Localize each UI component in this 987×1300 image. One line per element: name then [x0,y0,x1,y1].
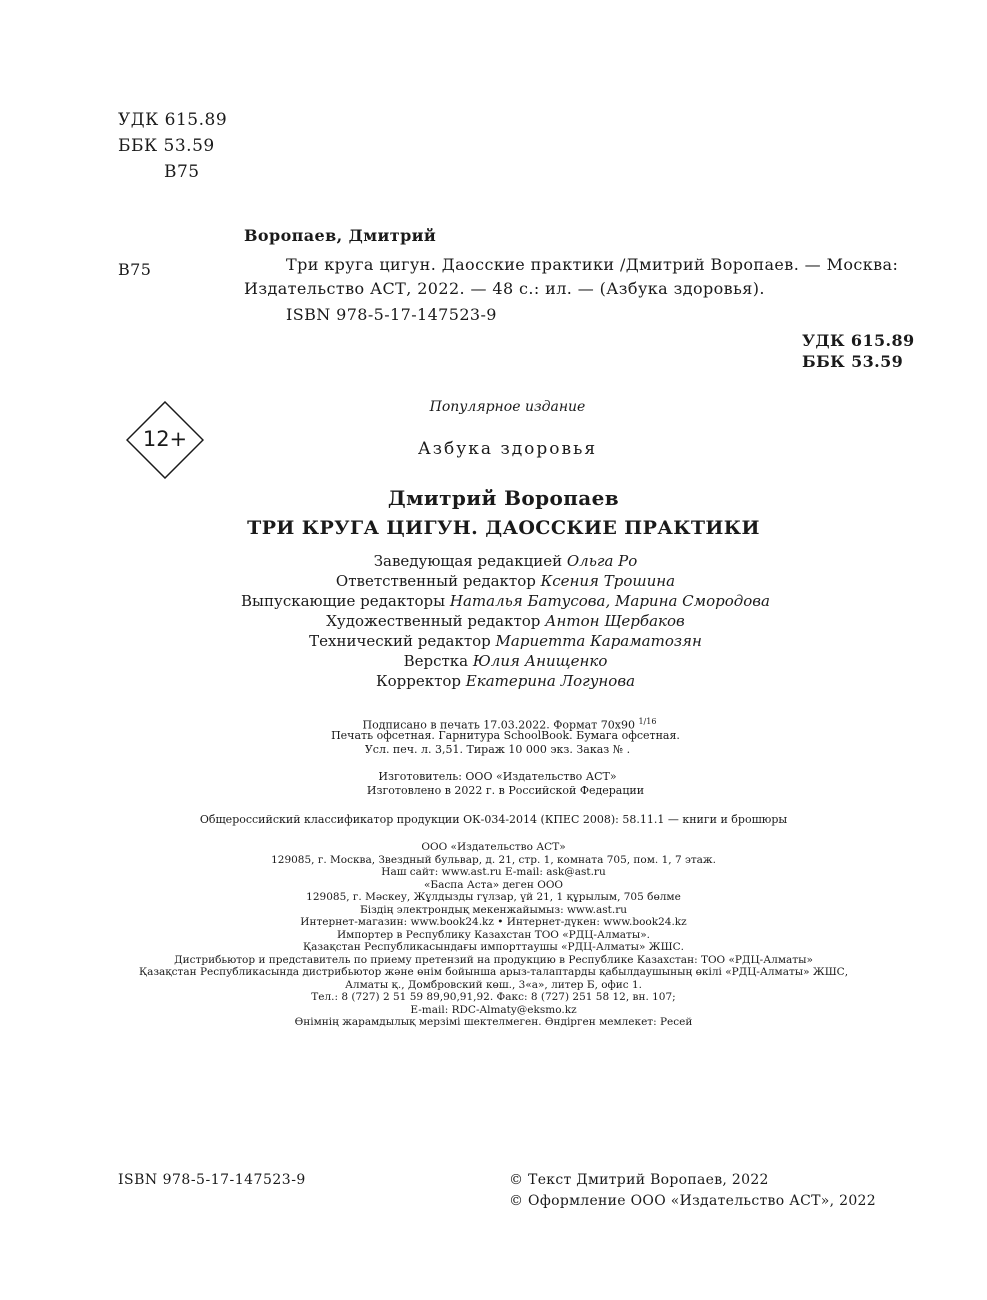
credit-line: Технический редактор Мариетта Караматозян [309,632,702,650]
publisher-line: Қазақстан Республикасында дистрибьютор және өнім бойынша арыз-талаптарды қабылдаушының өкілі «РДЦ-Алматы» ЖШС, [138,966,849,978]
publisher-line: 129085, г. Мәскеу, Жұлдызды гүлзар, үй 21, 1 құрылым, 705 бөлме [306,891,681,903]
age-rating-label: 12+ [142,427,188,451]
publisher-line: Өнімнің жарамдылық мерзімі шектелмеген. Өндірген мемлекет: Ресей [294,1016,693,1028]
biblio-bbk: ББК 53.59 [802,352,904,371]
publisher-line: ООО «Издательство АСТ» [421,841,566,853]
print-info-line-2: Печать офсетная. Гарнитура SchoolBook. Бумага офсетная. [331,729,680,742]
credit-line: Художественный редактор Антон Щербаков [326,612,685,630]
biblio-author-mark: В75 [118,260,152,279]
credit-line: Выпускающие редакторы Наталья Батусова, Марина Смородова [241,592,770,610]
credit-line: Заведующая редакцией Ольга Ро [373,552,638,570]
copyright-design: © Оформление ООО «Издательство АСТ», 2022 [509,1193,876,1209]
book-author: Дмитрий Воропаев [387,486,620,510]
print-info-line-1: Подписано в печать 17.03.2022. Формат 70х90 $^{1/16}$ [362,717,657,732]
biblio-author: Воропаев, Дмитрий [244,226,437,245]
publisher-line: Алматы қ., Домбровский көш., 3«а», литер Б, офис 1. [344,978,643,991]
bbk-code: ББК 53.59 [118,136,215,156]
copyright-text: © Текст Дмитрий Воропаев, 2022 [509,1172,769,1188]
publisher-line: Біздің электрондық мекенжайымыз: www.ast.ru [360,903,627,916]
book-title: ТРИ КРУГА ЦИГУН. ДАОССКИЕ ПРАКТИКИ [247,517,760,539]
author-mark-code: В75 [164,162,200,182]
biblio-udk: УДК 615.89 [802,331,915,350]
publisher-line: Импортер в Республику Казахстан ТОО «РДЦ-Алматы». [337,928,650,941]
publisher-line: Интернет-магазин: www.book24.kz • Интернет-дүкен: www.book24.kz [300,916,687,928]
credit-line: Ответственный редактор Ксения Трошина [335,572,676,590]
footer-isbn: ISBN 978-5-17-147523-9 [118,1172,306,1188]
credit-line: Верстка Юлия Анищенко [403,652,608,670]
credits-list [0,551,987,691]
publisher-line: Дистрибьютор и представитель по приему претензий на продукцию в Республике Казахстан: ТОО «РДЦ-Алматы» [174,953,813,966]
edition-type: Популярное издание [429,399,586,415]
manufacturer-line-2: Изготовлено в 2022 г. в Российской Федерации [366,784,645,797]
manufacturer-line-1: Изготовитель: ООО «Издательство АСТ» [378,770,617,783]
publisher-line: Қазақстан Республикасындағы импорттаушы «РДЦ-Алматы» ЖШС. [303,941,684,953]
credit-line: Корректор Екатерина Логунова [375,672,636,690]
biblio-line-1: Три круга цигун. Даосские практики /Дмитрий Воропаев. — Москва: [286,255,899,274]
product-classifier: Общероссийский классификатор продукции ОК-034-2014 (КПЕС 2008): 58.11.1 — книги и брошюры [199,813,788,826]
publisher-line: E-mail: RDC-Almaty@eksmo.kz [410,1003,577,1016]
publisher-line: Тел.: 8 (727) 2 51 59 89,90,91,92. Факс: 8 (727) 251 58 12, вн. 107; [311,991,676,1003]
series-name: Азбука здоровья [417,439,598,459]
print-info-line-3: Усл. печ. л. 3,51. Тираж 10 000 экз. Заказ № . [364,743,631,756]
publisher-line: Наш сайт: www.ast.ru E-mail: ask@ast.ru [381,866,606,878]
biblio-isbn: ISBN 978-5-17-147523-9 [286,305,497,324]
publisher-line: «Баспа Аста» деген ООО [423,878,564,891]
biblio-line-2: Издательство АСТ, 2022. — 48 с.: ил. — (Азбука здоровья). [244,279,765,298]
publisher-info [0,841,987,1029]
publisher-line: 129085, г. Москва, Звездный бульвар, д. 21, стр. 1, комната 705, пом. 1, 7 этаж. [271,853,716,866]
udk-code: УДК 615.89 [118,110,228,130]
